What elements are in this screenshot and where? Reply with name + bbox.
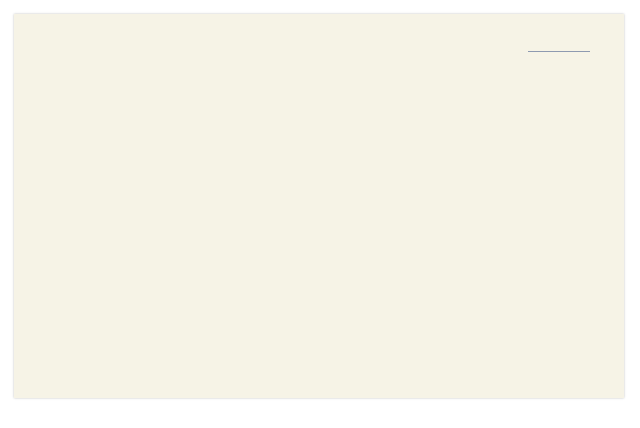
log-sheet <box>14 14 624 398</box>
date-underline <box>528 51 590 52</box>
